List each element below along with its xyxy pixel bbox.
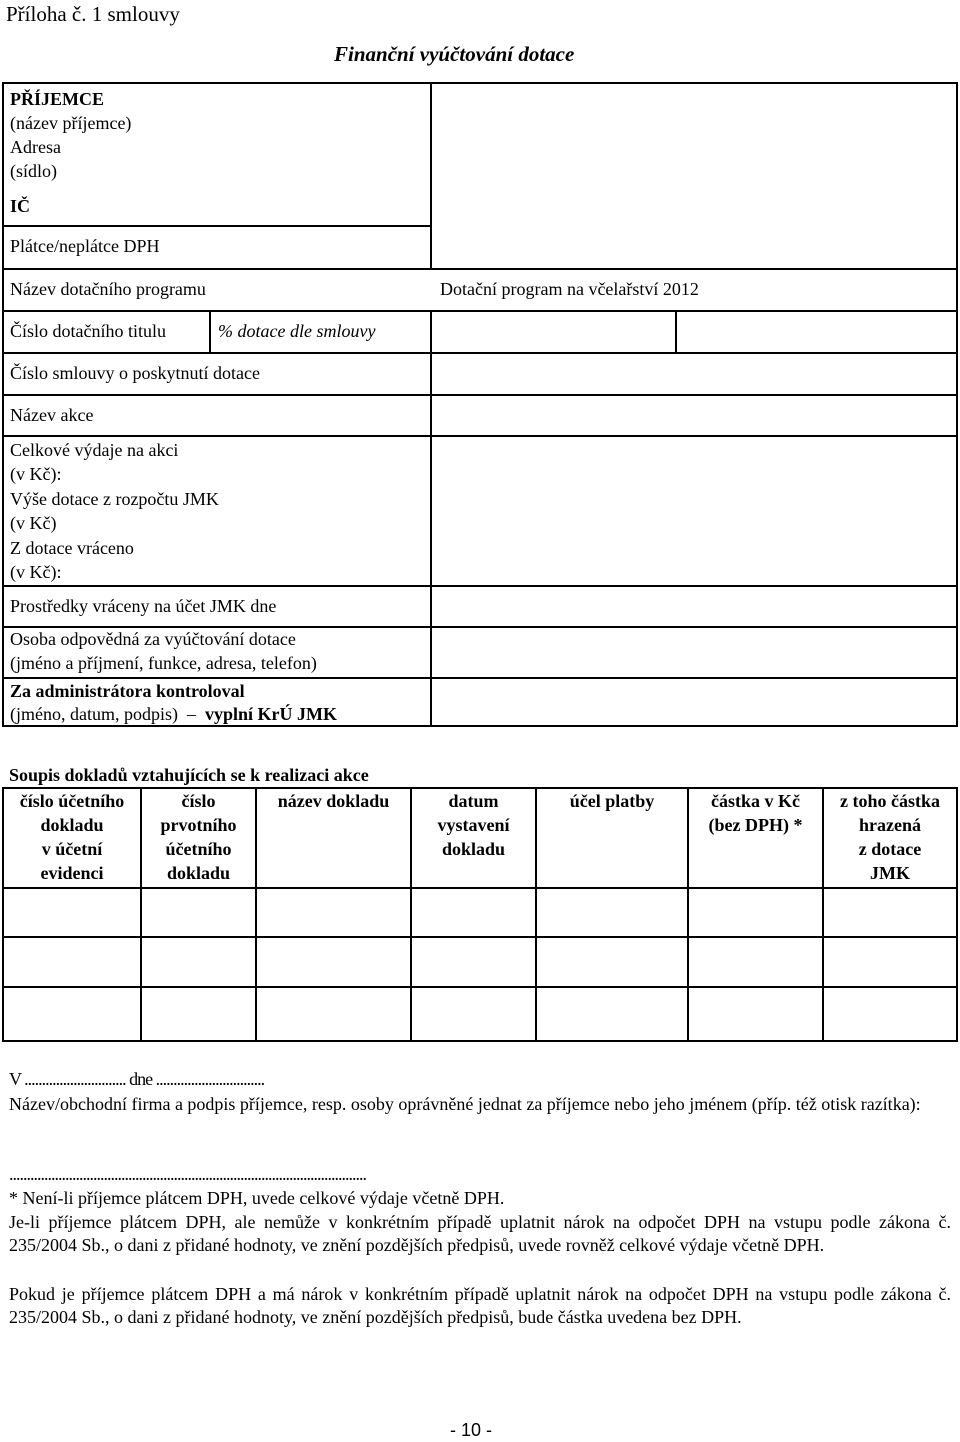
col-header-issue-date bbox=[412, 789, 535, 861]
col-header-line: v účetní bbox=[41, 839, 103, 859]
col-header-line: hrazená bbox=[859, 815, 921, 835]
recipient-value-field[interactable] bbox=[433, 85, 955, 267]
vat-note-3: Pokud je příjemce plátcem DPH a má nárok v konkrétním případě uplatnit nárok na odpočet DPH na vstupu podle zákona č. 235/2004 Sb., o dani z přidané hodnoty, ve znění pozdějších předpisů, bude částka uvedena bez DPH. bbox=[9, 1284, 951, 1327]
contract-number-field[interactable] bbox=[433, 355, 955, 393]
documents-heading: Soupis dokladů vztahujících se k realizaci akce bbox=[9, 765, 369, 785]
col-header-line: účel platby bbox=[569, 791, 655, 811]
subsidy-amount-label: Výše dotace z rozpočtu JMK bbox=[10, 489, 219, 509]
percent-label: % dotace dle smlouvy bbox=[218, 321, 376, 341]
responsible-person-label: Osoba odpovědná za vyúčtování dotace bbox=[10, 629, 296, 649]
dash-separator: – bbox=[182, 704, 201, 724]
controller-hint bbox=[10, 702, 337, 726]
col-header-doc-name bbox=[257, 789, 410, 813]
col-header-line: název dokladu bbox=[277, 791, 390, 811]
controller-label: Za administrátora kontroloval bbox=[10, 681, 245, 701]
returned-unit: (v Kč): bbox=[10, 562, 62, 582]
returned-date-field[interactable] bbox=[433, 588, 955, 625]
col-header-line: dokladu bbox=[166, 863, 231, 883]
col-header-line: z dotace bbox=[858, 839, 922, 859]
col-header-line: evidenci bbox=[40, 863, 104, 883]
recipient-name-hint: (název příjemce) bbox=[10, 113, 132, 133]
action-name-field[interactable] bbox=[433, 397, 955, 434]
attachment-label: Příloha č. 1 smlouvy bbox=[6, 2, 180, 26]
col-header-line: z toho částka bbox=[840, 791, 940, 811]
controller-note: vyplní KrÚ JMK bbox=[204, 704, 337, 724]
page-number: - 10 - bbox=[450, 1420, 493, 1440]
seat-hint: (sídlo) bbox=[10, 161, 57, 181]
percent-extra-field[interactable] bbox=[678, 313, 955, 351]
place-date-line: V ............................. dne ............................... bbox=[9, 1069, 265, 1089]
col-header-payment-purpose bbox=[537, 789, 687, 813]
responsible-person-hint: (jméno a příjmení, funkce, adresa, telefon) bbox=[10, 653, 317, 673]
col-header-line: dokladu bbox=[40, 815, 104, 835]
total-expenses-unit: (v Kč): bbox=[10, 464, 62, 484]
col-header-line: vystavení bbox=[437, 815, 510, 835]
vat-note-2: Je-li příjemce plátcem DPH, ale nemůže v konkrétním případě uplatnit nárok na odpočet DPH na vstupu podle zákona č. 235/2004 Sb., o dani z přidané hodnoty, ve znění pozdějších předpisů, uvede rovněž celkové výdaje včetně DPH. bbox=[9, 1212, 951, 1255]
col-header-line: prvotního bbox=[160, 815, 237, 835]
table-row[interactable] bbox=[4, 938, 956, 986]
ic-label: IČ bbox=[10, 196, 31, 216]
returned-date-label: Prostředky vráceny na účet JMK dne bbox=[10, 596, 277, 616]
col-header-line: částka v Kč bbox=[711, 791, 800, 811]
subsidy-amount-unit: (v Kč) bbox=[10, 513, 57, 533]
returned-label: Z dotace vráceno bbox=[10, 538, 134, 558]
col-header-line: účetního bbox=[165, 839, 232, 859]
amounts-field[interactable] bbox=[433, 438, 955, 584]
col-header-line: JMK bbox=[870, 863, 910, 883]
col-header-accounting-doc-number bbox=[4, 789, 140, 885]
col-header-primary-doc-number bbox=[142, 789, 255, 885]
responsible-person-field[interactable] bbox=[433, 629, 955, 676]
form-title: Finanční vyúčtování dotace bbox=[334, 42, 575, 66]
col-header-amount bbox=[689, 789, 822, 837]
table-row[interactable] bbox=[4, 988, 956, 1040]
signature-dots: ...................................................................................................... bbox=[9, 1164, 366, 1184]
vat-note-1: * Není-li příjemce plátcem DPH, uvede celkové výdaje včetně DPH. bbox=[9, 1188, 505, 1208]
title-number-label: Číslo dotačního titulu bbox=[10, 321, 166, 341]
recipient-heading: PŘÍJEMCE bbox=[10, 89, 104, 109]
col-header-line: datum bbox=[448, 791, 499, 811]
total-expenses-label: Celkové výdaje na akci bbox=[10, 440, 179, 460]
controller-hint-text: (jméno, datum, podpis) bbox=[10, 704, 178, 724]
percent-value-field[interactable] bbox=[433, 313, 674, 351]
contract-number-label: Číslo smlouvy o poskytnutí dotace bbox=[10, 363, 260, 383]
program-name-label: Název dotačního programu bbox=[10, 279, 206, 299]
table-row[interactable] bbox=[4, 889, 956, 936]
controller-field[interactable] bbox=[433, 680, 955, 724]
vat-status-label: Plátce/neplátce DPH bbox=[10, 236, 160, 256]
action-name-label: Název akce bbox=[10, 405, 94, 425]
col-header-subsidy-amount bbox=[824, 789, 956, 885]
program-name-value: Dotační program na včelařství 2012 bbox=[440, 279, 699, 299]
signature-instruction: Název/obchodní firma a podpis příjemce, resp. osoby oprávněné jednat za příjemce nebo jeho jménem (příp. též otisk razítka): bbox=[9, 1094, 921, 1114]
address-label: Adresa bbox=[10, 137, 61, 157]
col-header-line: dokladu bbox=[441, 839, 506, 859]
col-header-line: (bez DPH) * bbox=[708, 815, 803, 835]
col-header-line: číslo bbox=[181, 791, 216, 811]
col-header-line: číslo účetního bbox=[19, 791, 125, 811]
